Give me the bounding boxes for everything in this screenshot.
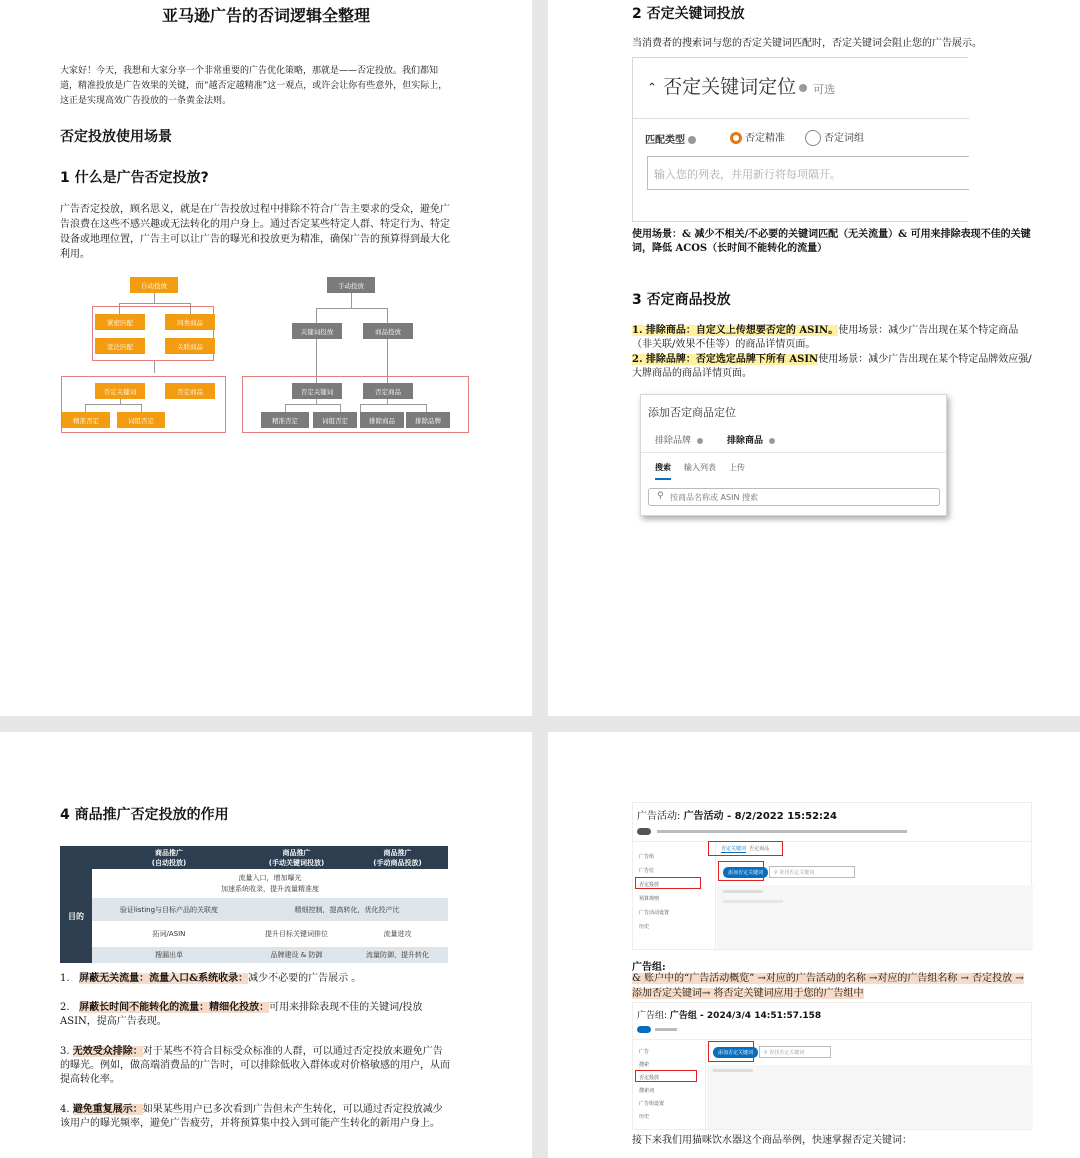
point-4-text: 如果某些用户已多次看到广告但未产生转化，可以通过否定投放减少该用户的曝光频率，避免广告疲劳，并将预算集中投入到可能产生转化的新用户身上。 [60, 1104, 443, 1129]
point-4-number: 4. [60, 1104, 70, 1115]
page-4 [548, 732, 1080, 1158]
section-heading: 否定投放使用场景 [60, 129, 172, 145]
doc-title: 亚马逊广告的否词逻辑全整理 [161, 6, 370, 25]
exclude-product-item [632, 324, 1037, 352]
nav-item-search[interactable]: 搜索 [639, 1062, 650, 1068]
row-head-purpose: 目的 [60, 869, 92, 963]
question-heading: 1 什么是广告否定投放? [60, 170, 209, 186]
point-2-number: 2. [60, 1002, 70, 1013]
page-2 [548, 0, 1080, 716]
nav-item-campaign-settings[interactable]: 广告活动设置 [639, 910, 670, 916]
point-1 [60, 972, 450, 986]
exclude-brand-item [632, 353, 1037, 381]
point-3-strong: 无效受众排除： [72, 1046, 143, 1057]
col-head-product: 商品推广 (手动商品投放) [347, 846, 448, 869]
purpose-table [60, 846, 448, 963]
point-2 [60, 1001, 450, 1029]
add-neg-keyword-button[interactable]: 添加否定关键词 [713, 1047, 758, 1058]
node-neg-keyword-auto: 否定关键词 [95, 383, 145, 399]
ad-group-nav [639, 1046, 664, 1124]
table-cell: 提升目标关键词排位 [264, 930, 328, 938]
merged-line-1: 流量入口，增加曝光 [238, 873, 302, 882]
point-1-number: 1. [60, 973, 70, 984]
panel-title [647, 72, 835, 99]
table-cell: 品牌建设 & 防御 [270, 951, 323, 960]
nav-item-history[interactable]: 历史 [639, 924, 650, 930]
point-3-number: 3. [60, 1046, 70, 1057]
definition-paragraph: 广告否定投放，顾名思义，就是在广告投放过程中排除不符合广告主要求的受众，避免广告浪费在这些不感兴趣或无法转化的用户身上。通过否定某些特定人群、特定行为、特定设备或地理位置，广告主可以让广告的曝光和投放更为精准，确保广告的预算得到最大化利用。 [60, 204, 450, 260]
ad-group-heading: 广告组: [632, 962, 666, 973]
neg-keyword-panel [632, 57, 968, 222]
add-neg-product-dialog [640, 394, 947, 516]
node-product-targeting: 商品投放 [363, 323, 413, 339]
info-icon [769, 438, 775, 444]
outro-text: 接下来我们用猫咪饮水器这个商品举例，快速掌握否定关键词： [632, 1135, 912, 1146]
neg-keyword-usage: 使用场景：& 减少不相关/不必要的关键词匹配（无关流量）& 可用来排除表现不佳的关键词，降低 ACOS（长时间不能转化的流量） [632, 229, 1031, 254]
nav-item-budget-rules[interactable]: 预算规则 [639, 896, 660, 902]
neg-keyword-search[interactable]: ⚲ 查找否定关键词 [769, 866, 855, 878]
neg-keyword-intro: 当消费者的搜索词与您的否定关键词匹配时，否定关键词会阻止您的广告展示。 [632, 38, 982, 49]
neg-keyword-heading: 2 否定关键词投放 [632, 6, 745, 22]
table-cell: 精细控制，提高转化，优化投产比 [294, 905, 400, 914]
node-exact-neg-manual: 精准否定 [261, 412, 309, 428]
ad-group-screenshot [632, 1002, 1032, 1130]
subtab-search[interactable]: 搜索 [655, 462, 671, 480]
node-close-match: 紧密匹配 [95, 314, 145, 330]
node-phrase-neg-manual: 词组否定 [313, 412, 357, 428]
col-head-auto: 商品推广 (自动投放) [92, 846, 246, 869]
node-loose-match: 宽泛匹配 [95, 338, 145, 354]
info-icon [688, 136, 696, 144]
tab-exclude-product[interactable] [727, 433, 775, 446]
node-phrase-neg-auto: 词组否定 [117, 412, 165, 428]
node-neg-keyword-manual: 否定关键词 [292, 383, 342, 399]
intro-paragraph: 大家好！今天，我想和大家分享一个非常重要的广告优化策略，那就是——否定投放。我们都知道，精准投放是广告效果的关键，而“越否定越精准”这一观点，或许会让你有些意外，但实际上，这正是实现高效广告投放的一条黄金法则。 [60, 66, 448, 106]
merged-line-2: 加速系统收录，提升流量精准度 [221, 884, 319, 893]
ad-group-path [632, 971, 1032, 1001]
node-complements: 关联商品 [165, 338, 215, 354]
node-neg-product-auto: 否定商品 [165, 383, 215, 399]
node-exclude-product: 排除商品 [360, 412, 404, 428]
neg-keyword-search-placeholder: 查找否定关键词 [769, 1050, 805, 1056]
chevron-up-icon[interactable]: ⌃ [647, 80, 658, 95]
campaign-label: 广告活动: [637, 811, 681, 822]
radio-selected-icon[interactable] [730, 132, 742, 144]
subtab-enter-list[interactable]: 输入列表 [684, 463, 716, 472]
point-2-strong: 屏蔽长时间不能转化的流量：精细化投放： [79, 1002, 270, 1013]
exclude-brand-strong: 2. 排除品牌：否定选定品牌下所有 ASIN [632, 354, 819, 365]
campaign-nav [639, 850, 669, 934]
highlight-tabs [708, 841, 783, 856]
highlight-negative-targeting [635, 1070, 697, 1082]
exclude-brand-text: 使用场景：减少广告出现在某个特定品牌效应强/大牌商品的商品详情页面。 [632, 354, 1032, 379]
point-4-strong: 避免重复展示： [72, 1104, 143, 1115]
radio-negative-phrase[interactable] [805, 129, 864, 146]
ad-group-label: 广告组: [637, 1011, 668, 1021]
point-4 [60, 1103, 450, 1131]
radio-phrase-label: 否定词组 [824, 133, 864, 144]
search-icon: ⚲ [657, 491, 664, 501]
asin-search-input[interactable] [648, 488, 940, 506]
dialog-title: 添加否定商品定位 [648, 406, 736, 419]
toggle-switch[interactable] [637, 1026, 651, 1033]
node-substitutes: 同类商品 [165, 314, 215, 330]
table-cell: 流量进攻 [383, 930, 412, 938]
neg-keyword-search[interactable]: ⚲ 查找否定关键词 [759, 1046, 831, 1058]
radio-unselected-icon[interactable] [805, 130, 821, 146]
tab-neg-products[interactable]: 否定商品 [749, 846, 770, 852]
table-cell: 流量防御，提升转化 [365, 951, 429, 960]
nav-item-ads[interactable]: 广告 [639, 1049, 650, 1055]
node-keyword-targeting: 关键词投放 [292, 323, 342, 339]
function-heading: 4 商品推广否定投放的作用 [60, 807, 229, 823]
node-neg-product-manual: 否定商品 [363, 383, 413, 399]
nav-item-negative-targeting[interactable]: 否定投放 [639, 882, 660, 888]
info-icon [697, 438, 703, 444]
panel-title-text: 否定关键词定位 [663, 76, 797, 98]
match-type-label-text: 匹配类型 [645, 135, 685, 146]
table-cell: 拓词/ASIN [152, 930, 186, 938]
nav-item-placements[interactable]: 广告位 [639, 868, 655, 874]
nav-item-ad-groups[interactable]: 广告组 [639, 854, 655, 860]
page-1 [0, 0, 532, 716]
nav-item-ad-group-settings[interactable]: 广告组设置 [639, 1101, 665, 1107]
point-1-strong: 屏蔽无关流量：流量入口&系统收录： [79, 973, 249, 984]
node-auto-root: 自动投放 [130, 277, 178, 293]
neg-product-heading: 3 否定商品投放 [632, 292, 731, 308]
node-manual-root: 手动投放 [327, 277, 375, 293]
table-cell: 验证listing与目标产品的关联度 [119, 905, 219, 914]
radio-exact-label: 否定精准 [745, 133, 785, 144]
keyword-list-textarea[interactable] [647, 156, 969, 190]
nav-item-search-terms[interactable]: 搜索词 [639, 1088, 655, 1094]
point-3-text: 对于某些不符合目标受众标准的人群，可以通过否定投放来避免广告的曝光。例如，做高端消费品的广告时，可以排除低收入群体或对价格敏感的用户，从而提高转化率。 [60, 1046, 450, 1085]
toggle-switch[interactable] [637, 828, 651, 835]
node-exclude-brand: 排除品牌 [406, 412, 450, 428]
nav-item-negative-targeting[interactable]: 否定投放 [639, 1075, 660, 1081]
textarea-placeholder: 输入您的列表，并用新行将每项隔开。 [654, 168, 841, 181]
optional-label: 可选 [813, 83, 836, 96]
ad-group-title [637, 1008, 821, 1021]
add-neg-keyword-button[interactable]: 添加否定关键词 [723, 867, 768, 878]
tab-neg-keywords[interactable]: 否定关键词 [721, 846, 747, 852]
tab-exclude-brand-label: 排除品牌 [655, 436, 692, 446]
point-3 [60, 1045, 450, 1087]
nav-item-history[interactable]: 历史 [639, 1114, 650, 1120]
info-icon [799, 84, 807, 92]
exclude-product-text: 使用场景：减少广告出现在某个特定商品（非关联/效果不佳等）的商品详情页面。 [632, 325, 1019, 350]
highlight-add-button [718, 861, 764, 881]
ad-group-title-text: 广告组 - 2024/3/4 14:51:57.158 [669, 1011, 822, 1021]
node-exact-neg-auto: 精准否定 [62, 412, 110, 428]
neg-keyword-search-placeholder: 查找否定关键词 [779, 870, 815, 876]
merged-row [92, 869, 448, 898]
exclude-product-strong: 1. 排除商品：自定义上传想要否定的 ASIN。 [632, 325, 839, 336]
point-1-text: 减少不必要的广告展示 。 [248, 973, 362, 984]
campaign-screenshot [632, 802, 1032, 950]
highlight-add-button [708, 1041, 754, 1062]
point-2-text: 可用来排除表现不佳的关键词/投放 ASIN，提高广告表现。 [60, 1002, 423, 1027]
campaign-title-text: 广告活动 - 8/2/2022 15:52:24 [683, 811, 837, 822]
ad-group-path-text: & 账户中的“广告活动概览” →对应的广告活动的名称 →对应的广告组名称 → 否定投放 →添加否定关键词→ 将否定关键词应用于您的广告组中 [632, 973, 1024, 999]
match-type-label [645, 131, 696, 146]
tab-exclude-brand[interactable] [655, 433, 703, 446]
subtab-upload[interactable]: 上传 [729, 463, 745, 472]
radio-negative-exact[interactable] [730, 129, 785, 144]
col-head-keyword: 商品推广 (手动关键词投放) [246, 846, 347, 869]
highlight-negative-targeting [635, 877, 701, 889]
campaign-title [637, 807, 837, 822]
table-cell: 搜漏出单 [154, 951, 183, 960]
tab-exclude-product-label: 排除商品 [727, 436, 764, 446]
asin-search-placeholder: 按商品名称或 ASIN 搜索 [670, 493, 758, 502]
page-3 [0, 732, 532, 1158]
